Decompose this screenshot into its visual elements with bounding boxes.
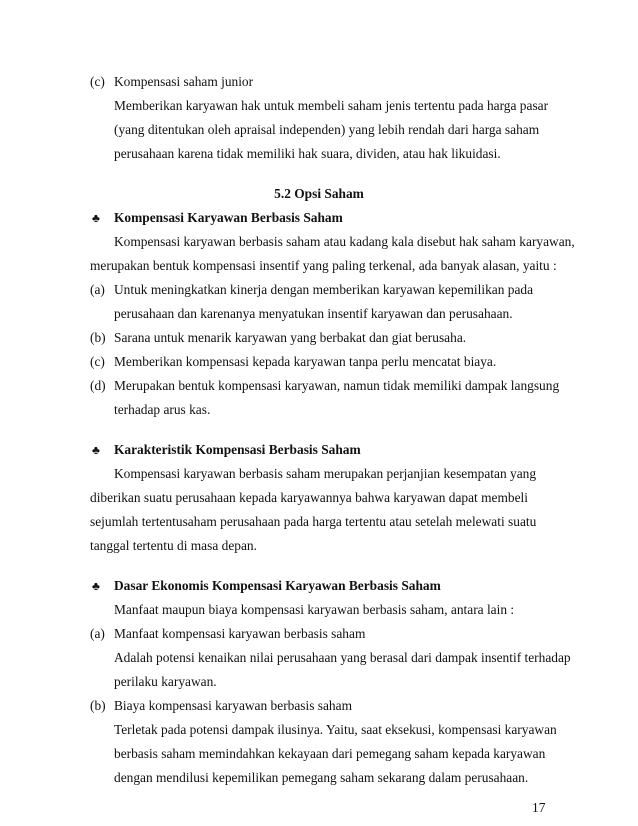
list-item-text: terhadap arus kas. bbox=[114, 402, 211, 417]
section-title: 5.2 Opsi Saham bbox=[274, 186, 364, 201]
paragraph-line: (yang ditentukan oleh apraisal independen) yang lebih rendah dari harga saham bbox=[114, 122, 540, 137]
item-title: Kompensasi saham junior bbox=[114, 74, 254, 89]
item-label: (c) bbox=[90, 354, 105, 369]
list-item-text: perilaku karyawan. bbox=[114, 674, 217, 689]
list-item-text: Memberikan kompensasi kepada karyawan tanpa perlu mencatat biaya. bbox=[114, 354, 497, 369]
paragraph-line: Manfaat maupun biaya kompensasi karyawan berbasis saham, antara lain : bbox=[114, 602, 515, 617]
clubs-bullet-icon: ♣ bbox=[92, 211, 100, 225]
paragraph-line: diberikan suatu perusahaan kepada karyawannya bahwa karyawan dapat membeli bbox=[90, 490, 528, 505]
list-item-text: berbasis saham memindahkan kekayaan dari pemegang saham kepada karyawan bbox=[114, 746, 546, 761]
subsection-heading: Kompensasi Karyawan Berbasis Saham bbox=[114, 210, 343, 225]
list-item-text: Sarana untuk menarik karyawan yang berbakat dan giat berusaha. bbox=[114, 330, 467, 345]
item-label: (b) bbox=[90, 698, 106, 713]
item-title: Manfaat kompensasi karyawan berbasis saham bbox=[114, 626, 366, 641]
subsection-heading: Karakteristik Kompensasi Berbasis Saham bbox=[114, 442, 361, 457]
item-label: (d) bbox=[90, 378, 106, 393]
clubs-bullet-icon: ♣ bbox=[92, 443, 100, 457]
paragraph-line: sejumlah tertentusaham perusahaan pada harga tertentu atau setelah melewati suatu bbox=[90, 514, 537, 529]
list-item-text: Adalah potensi kenaikan nilai perusahaan yang berasal dari dampak insentif terhadap bbox=[114, 650, 571, 665]
item-label: (c) bbox=[90, 74, 105, 89]
item-label: (a) bbox=[90, 282, 105, 297]
clubs-bullet-icon: ♣ bbox=[92, 579, 100, 593]
list-item-text: Untuk meningkatkan kinerja dengan memberikan karyawan kepemilikan pada bbox=[114, 282, 534, 297]
paragraph-line: perusahaan karena tidak memiliki hak suara, dividen, atau hak likuidasi. bbox=[114, 146, 501, 161]
paragraph-line: Kompensasi karyawan berbasis saham atau kadang kala disebut hak saham karyawan, bbox=[114, 234, 575, 249]
subsection-heading: Dasar Ekonomis Kompensasi Karyawan Berbasis Saham bbox=[114, 578, 441, 593]
paragraph-line: merupakan bentuk kompensasi insentif yang paling terkenal, ada banyak alasan, yaitu : bbox=[90, 258, 557, 273]
page-number: 17 bbox=[532, 800, 546, 815]
paragraph-line: Kompensasi karyawan berbasis saham merupakan perjanjian kesempatan yang bbox=[114, 466, 537, 481]
list-item-text: Merupakan bentuk kompensasi karyawan, namun tidak memiliki dampak langsung bbox=[114, 378, 560, 393]
paragraph-line: Memberikan karyawan hak untuk membeli saham jenis tertentu pada harga pasar bbox=[114, 98, 549, 113]
list-item-text: Terletak pada potensi dampak ilusinya. Yaitu, saat eksekusi, kompensasi karyawan bbox=[114, 722, 557, 737]
list-item-text: perusahaan dan karenanya menyatukan insentif karyawan dan perusahaan. bbox=[114, 306, 513, 321]
paragraph-line: tanggal tertentu di masa depan. bbox=[90, 538, 257, 553]
list-item-text: dengan mendilusi kepemilikan pemegang saham sekarang dalam perusahaan. bbox=[114, 770, 529, 785]
item-label: (a) bbox=[90, 626, 105, 641]
item-label: (b) bbox=[90, 330, 106, 345]
item-title: Biaya kompensasi karyawan berbasis saham bbox=[114, 698, 352, 713]
